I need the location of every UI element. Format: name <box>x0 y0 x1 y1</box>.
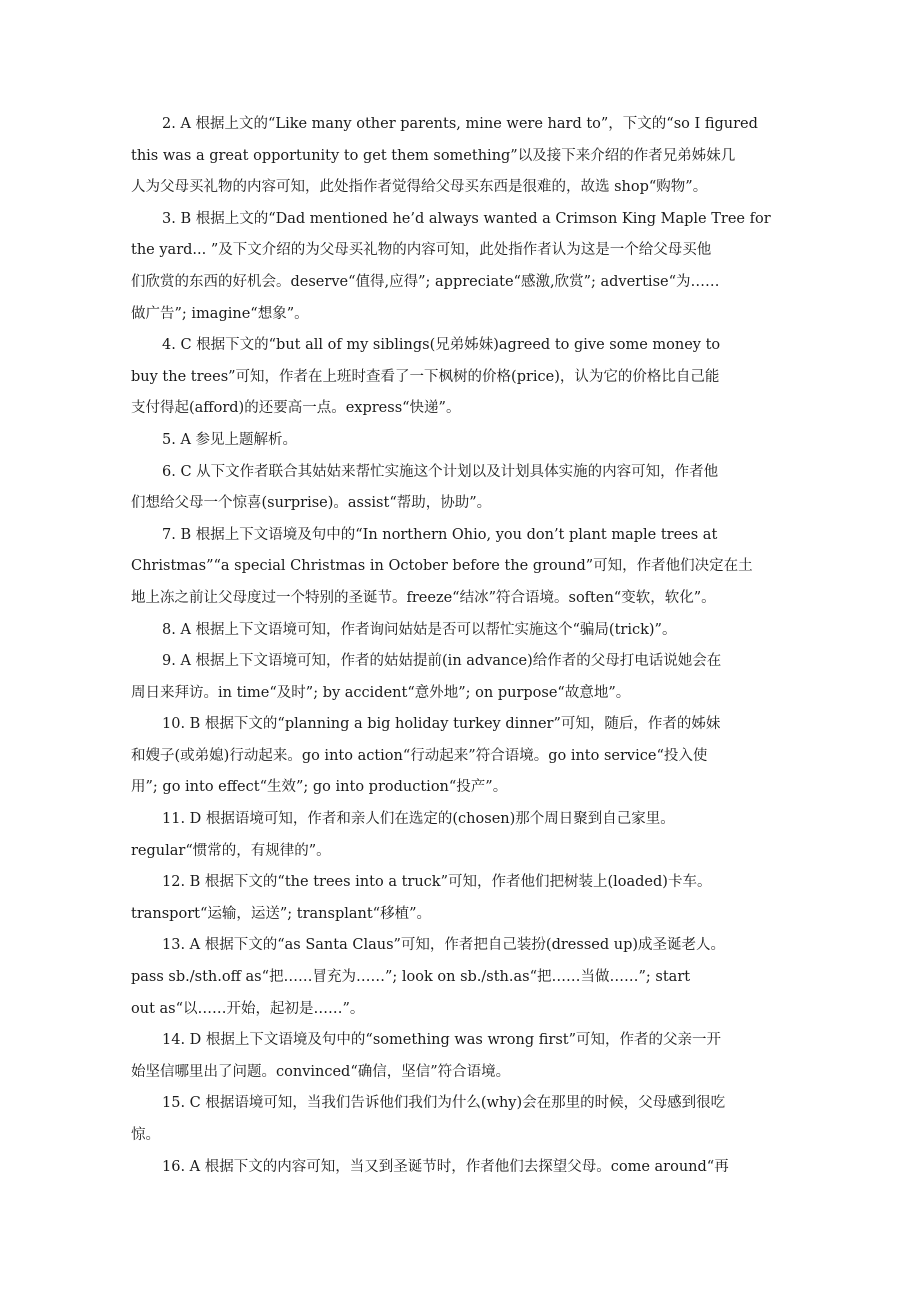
item-first-line: 10. B 根据下文的“planning a big holiday turkey dinner”可知，随后，作者的姊妹 <box>162 716 721 733</box>
item-continuation-line: 和嫂子(或弟媳)行动起来。go into action“行动起来”符合语境。go into service“投入使 <box>131 747 708 764</box>
item-first-line: 4. C 根据下文的“but all of my siblings(兄弟姊妹)agreed to give some money to <box>162 337 721 354</box>
item-continuation-line: 周日来拜访。in time“及时”; by accident“意外地”; on purpose“故意地”。 <box>131 684 631 701</box>
item-continuation-line: 用”; go into effect“生效”; go into production“投产”。 <box>131 779 508 796</box>
item-first-line: 8. A 根据上下文语境可知，作者询问姑姑是否可以帮忙实施这个“骗局(trick)”。 <box>162 621 677 638</box>
item-continuation-line: 惊。 <box>131 1127 160 1143</box>
item-first-line: 15. C 根据语境可知，当我们告诉他们我们为什么(why)会在那里的时候，父母感到很吃 <box>162 1095 726 1112</box>
explanation-lines <box>131 109 831 1183</box>
item-continuation-line: 地上冻之前让父母度过一个特别的圣诞节。freeze“结冰”符合语境。soften“变软，软化”。 <box>131 589 716 606</box>
item-continuation-line: the yard... ”及下文介绍的为父母买礼物的内容可知，此处指作者认为这是一个给父母买他 <box>131 242 712 259</box>
item-continuation-line: this was a great opportunity to get them something”以及接下来介绍的作者兄弟姊妹几 <box>131 147 736 164</box>
item-continuation-line: 做广告”; imagine“想象”。 <box>131 305 309 322</box>
item-first-line: 7. B 根据上下文语境及句中的“In northern Ohio, you don’t plant maple trees at <box>162 526 718 543</box>
item-first-line: 3. B 根据上文的“Dad mentioned he’d always wanted a Crimson King Maple Tree for <box>162 210 771 227</box>
item-first-line: 11. D 根据语境可知，作者和亲人们在选定的(chosen)那个周日聚到自己家里。 <box>162 811 675 828</box>
item-continuation-line: 们欣赏的东西的好机会。deserve“值得,应得”; appreciate“感激,欣赏”; advertise“为…… <box>131 273 720 290</box>
item-continuation-line: transport“运输，运送”; transplant“移植”。 <box>131 905 432 922</box>
item-continuation-line: regular“惯常的，有规律的”。 <box>131 842 331 859</box>
item-continuation-line: 支付得起(afford)的还要高一点。express“快递”。 <box>131 400 461 417</box>
item-first-line: 2. A 根据上文的“Like many other parents, mine were hard to”，下文的“so I figured <box>162 116 758 132</box>
item-first-line: 16. A 根据下文的内容可知，当又到圣诞节时，作者他们去探望父母。come around“再 <box>162 1158 729 1175</box>
item-first-line: 9. A 根据上下文语境可知，作者的姑姑提前(in advance)给作者的父母打电话说她会在 <box>162 653 722 670</box>
item-first-line: 14. D 根据上下文语境及句中的“something was wrong first”可知，作者的父亲一开 <box>162 1032 722 1049</box>
item-continuation-line: 人为父母买礼物的内容可知，此处指作者觉得给父母买东西是很难的，故选 shop“购物”。 <box>131 179 708 196</box>
item-continuation-line: out as“以……开始，起初是……”。 <box>131 1000 365 1017</box>
item-first-line: 6. C 从下文作者联合其姑姑来帮忙实施这个计划以及计划具体实施的内容可知，作者他 <box>162 463 719 480</box>
item-first-line: 13. A 根据下文的“as Santa Claus”可知，作者把自己装扮(dressed up)成圣诞老人。 <box>162 937 726 954</box>
answer-explanations <box>131 109 831 1183</box>
item-continuation-line: 们想给父母一个惊喜(surprise)。assist“帮助，协助”。 <box>131 495 492 512</box>
item-first-line: 12. B 根据下文的“the trees into a truck”可知，作者他们把树装上(loaded)卡车。 <box>162 874 712 891</box>
item-continuation-line: buy the trees”可知，作者在上班时查看了一下枫树的价格(price)，认为它的价格比自己能 <box>131 368 720 385</box>
item-continuation-line: pass sb./sth.off as“把……冒充为……”; look on sb./sth.as“把……当做……”; start <box>131 969 691 986</box>
item-continuation-line: 始坚信哪里出了问题。convinced“确信，坚信”符合语境。 <box>131 1063 511 1080</box>
item-continuation-line: Christmas”“a special Christmas in October before the ground”可知，作者他们决定在土 <box>131 558 753 575</box>
item-first-line: 5. A 参见上题解析。 <box>162 431 298 448</box>
